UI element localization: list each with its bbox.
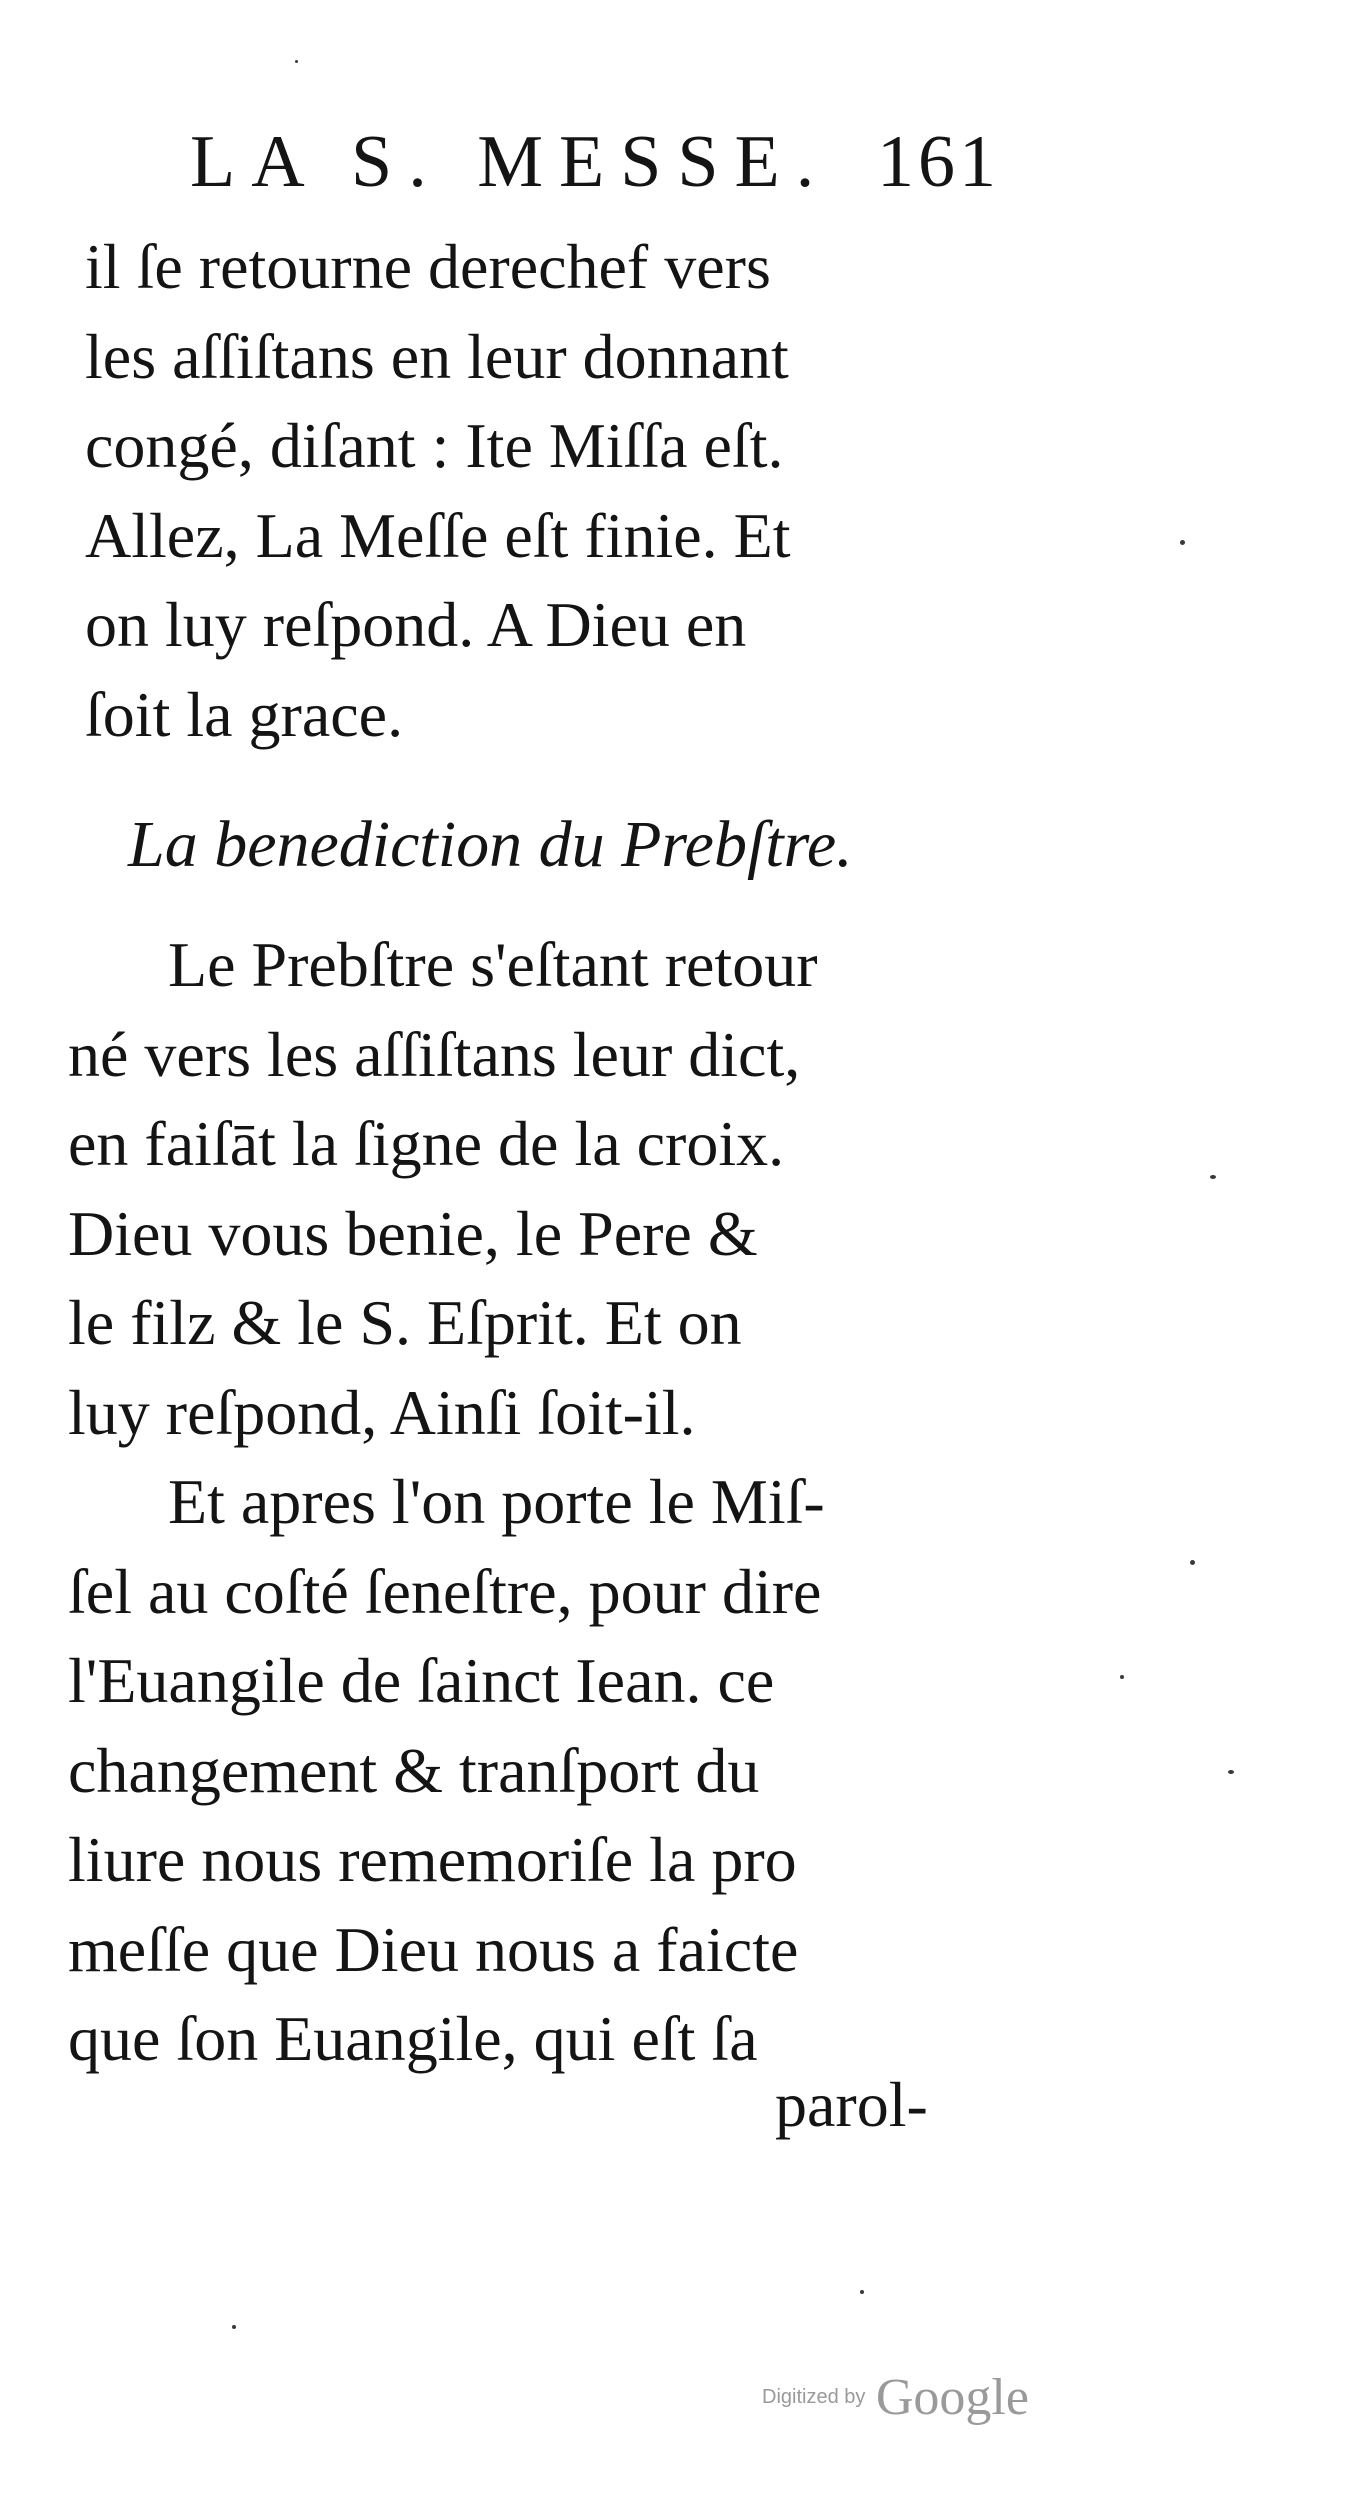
text-line: l'Euangile de ſainct Iean. ce [68,1645,775,1716]
text-line: le filz & le S. Eſprit. Et on [68,1287,742,1358]
page-number: 161 [877,121,1000,203]
text-line: on luy reſpond. A Dieu en [85,589,747,660]
watermark-small-text: Digitized by [762,2386,866,2408]
text-line: né vers les aſſiſtans leur dict, [68,1018,801,1090]
text-line: Allez, La Meſſe eſt finie. Et [85,499,791,571]
text-line: que ſon Euangile, qui eſt ſa [68,2003,758,2074]
google-logo: Google [875,2369,1029,2426]
text-line: Le Prebſtre s'eſtant retour [168,929,818,1000]
page-header [190,112,1000,212]
running-title: LA S. MESSE. [190,121,831,203]
text-line: Dieu vous benie, le Pere & [68,1197,758,1269]
text-line: meſſe que Dieu nous a faicte [68,1913,799,1985]
scan-speck [1180,540,1185,545]
text-line: ſoit la grace. [85,678,404,750]
text-line: congé, diſant : Ite Miſſa eſt. [85,410,784,481]
text-line: luy reſpond, Ainſi ſoit-il. [68,1376,696,1448]
text-line: les aſſiſtans en leur donnant [85,320,789,392]
scan-speck [1190,1560,1195,1565]
scan-speck [860,2290,864,2294]
catchword: parol- [775,2069,928,2140]
text-line: changement & tranſport du [68,1734,760,1806]
text-line: il ſe retourne derechef vers [85,231,771,302]
paragraphs-benediction [68,920,1028,2084]
text-line: en faiſāt la ſigne de la croix. [68,1108,785,1179]
scan-speck [295,60,298,63]
scan-speck [1210,1175,1216,1179]
scan-speck [1228,1770,1234,1774]
section-heading: La benediction du Prebſtre. [128,808,853,881]
paragraph-ite-missa-est [85,222,1045,759]
digitized-by-google-watermark [762,2368,1029,2427]
scan-speck [1120,1675,1124,1679]
scan-speck [232,2325,236,2329]
text-line: Et apres l'on porte le Miſ- [168,1466,825,1537]
text-line: liure nous rememoriſe la pro [68,1824,797,1895]
text-line: ſel au coſté ſeneſtre, pour dire [68,1555,822,1627]
